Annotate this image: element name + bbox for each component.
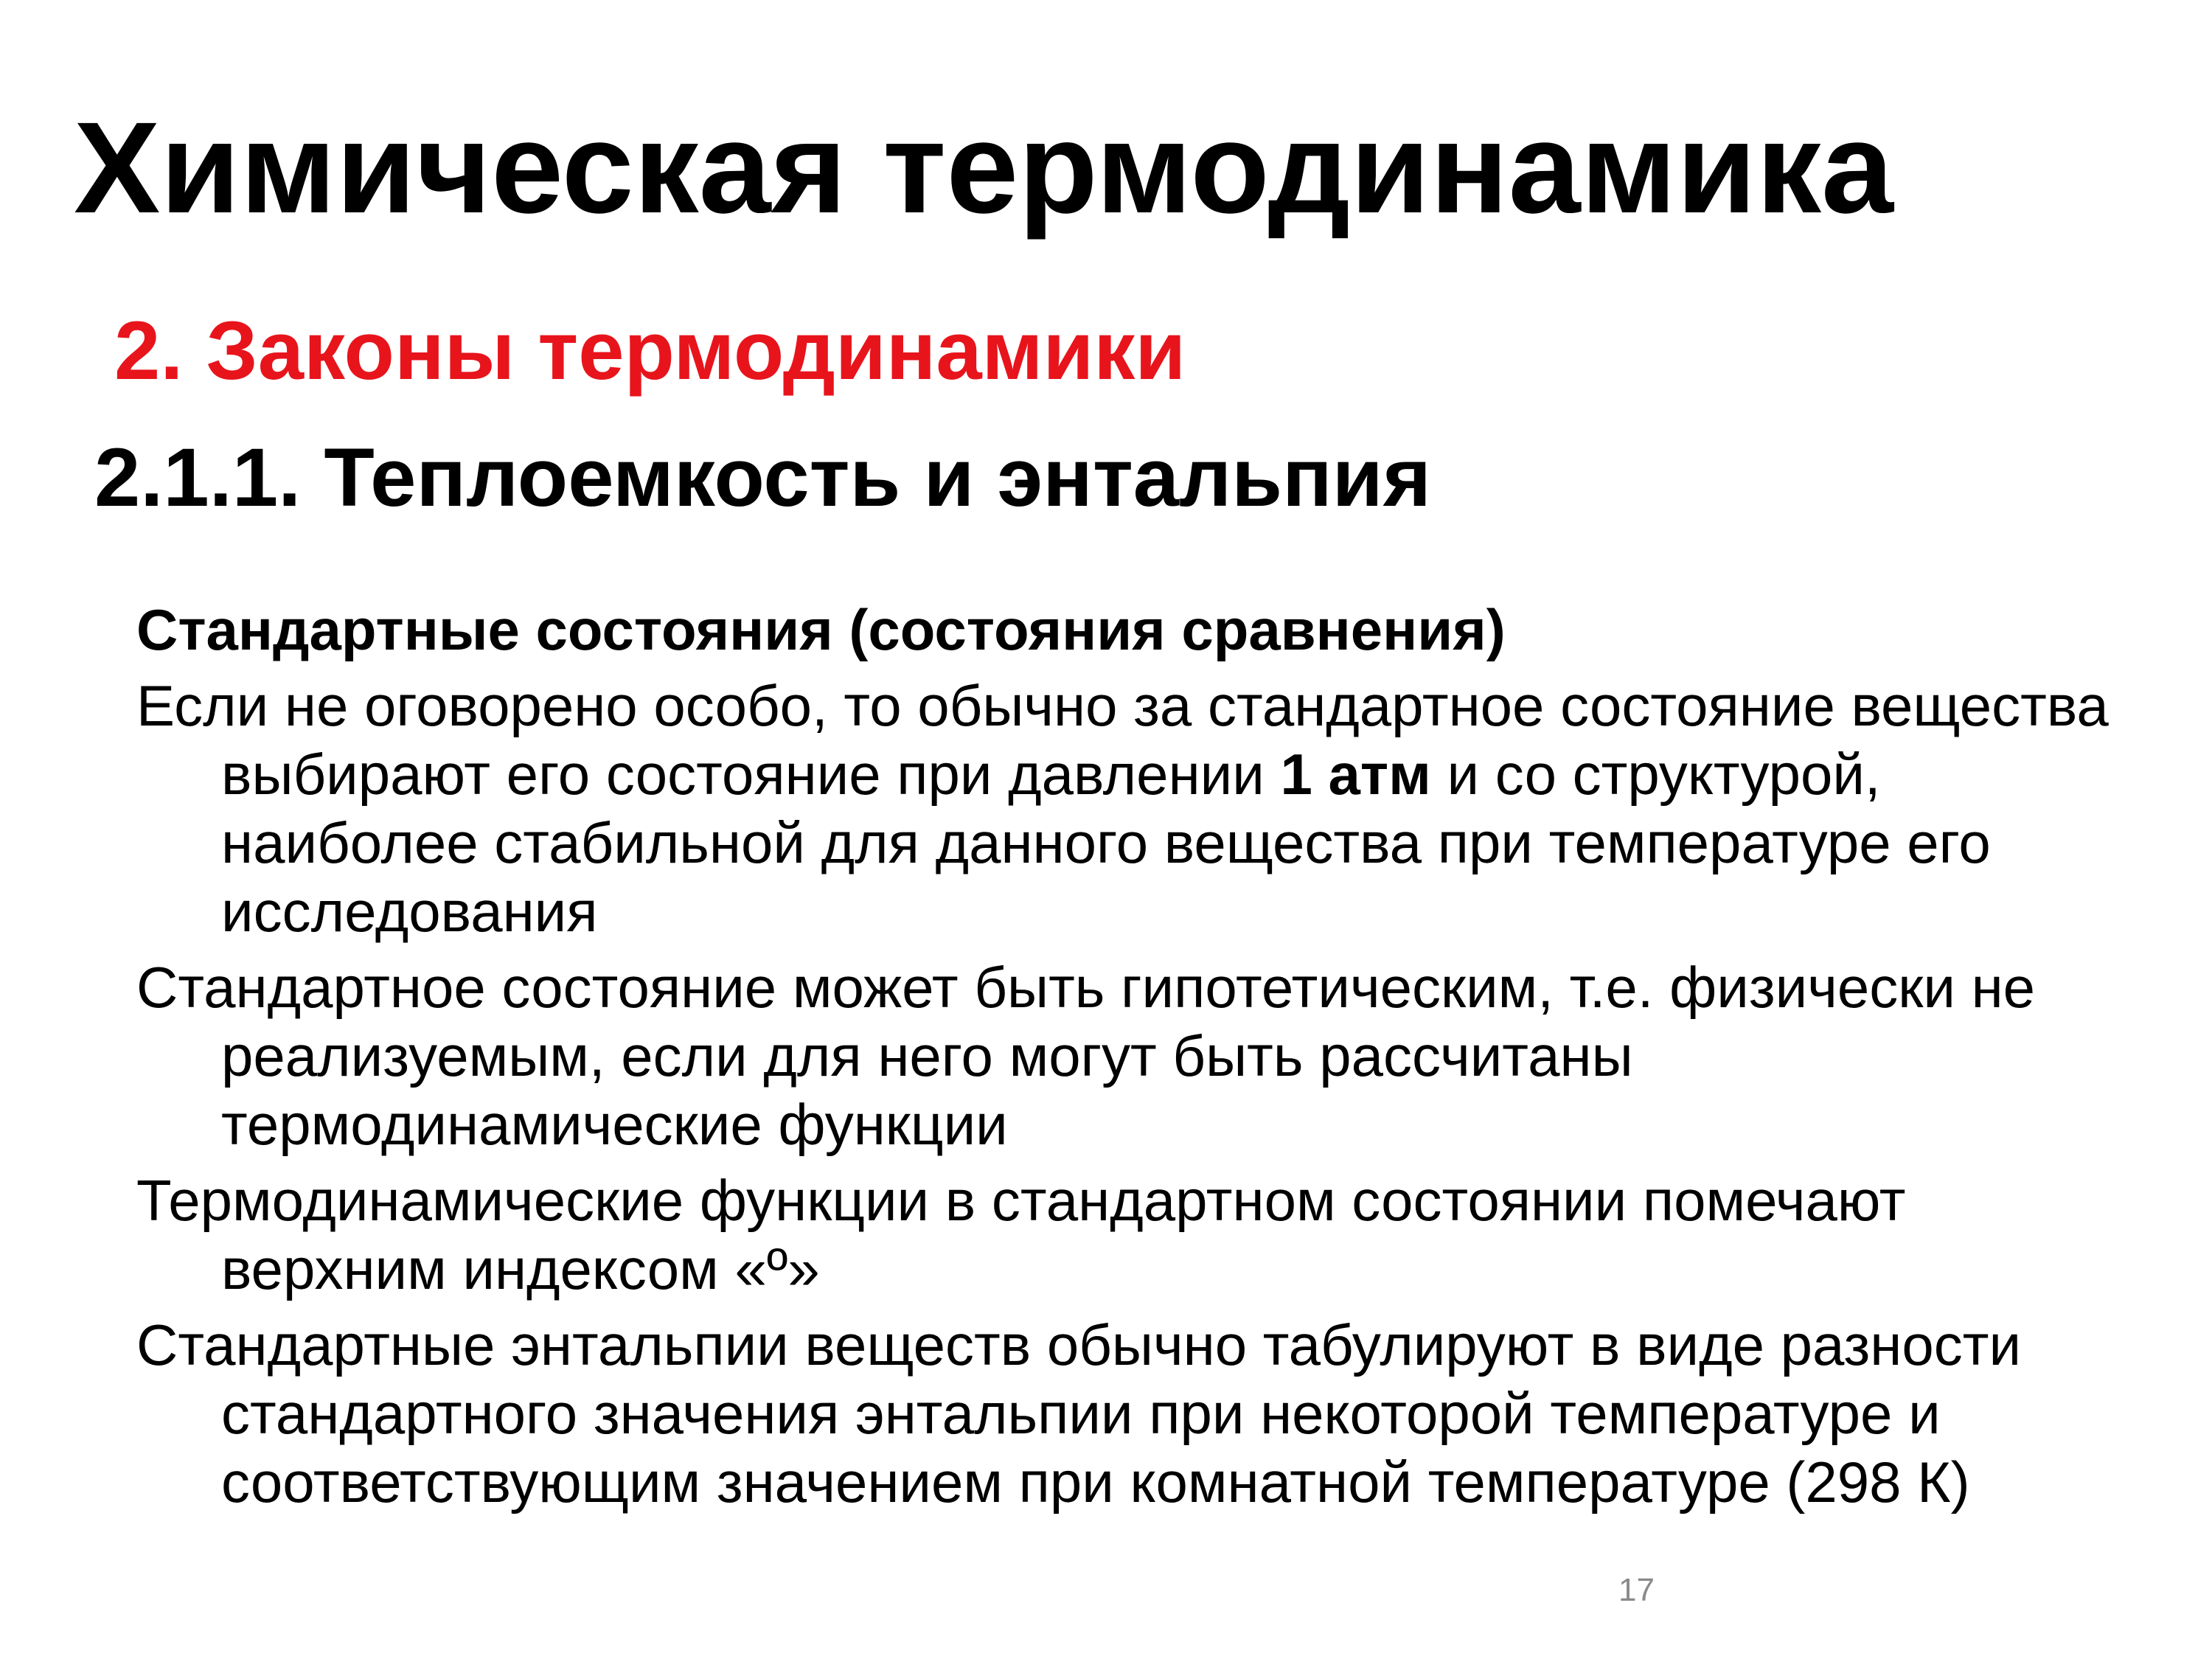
paragraph-tabulated-enthalpies: Стандартные энтальпии веществ обычно табулируют в виде разности стандартного значения энтальпии при некоторой температуре и соответствующим значением при комнатной температуре (298 К) [136,1312,2022,1514]
paragraph-hypothetical-state: Стандартное состояние может быть гипотетическим, т.е. физически не реализуемым, если для него могут быть рассчитаны термодинамические функции [136,955,2036,1157]
paragraph-superscript-index: Термодинамические функции в стандартном состоянии помечают верхним индексом «º» [136,1168,1906,1301]
paragraph-text: и со структурой, наиболее стабильной для данного вещества при температуре его исследования [221,742,1991,944]
paragraph-standard-state [136,672,2127,946]
slide-title: Химическая термодинамика [74,96,1893,240]
paragraph-text: Если не оговорено особо, то обычно за стандартное состояние вещества выбирают его состояние при давлении [136,673,2109,807]
slide-body [136,596,2127,1524]
pressure-value: 1 атм [1280,742,1431,807]
page-number: 17 [1618,1572,1655,1608]
section-heading: 2. Законы термодинамики [114,305,1186,397]
subsection-heading: 2.1.1. Теплоемкость и энтальпия [94,431,1431,524]
body-heading: Стандартные состояния (состояния сравнения) [136,597,1506,662]
